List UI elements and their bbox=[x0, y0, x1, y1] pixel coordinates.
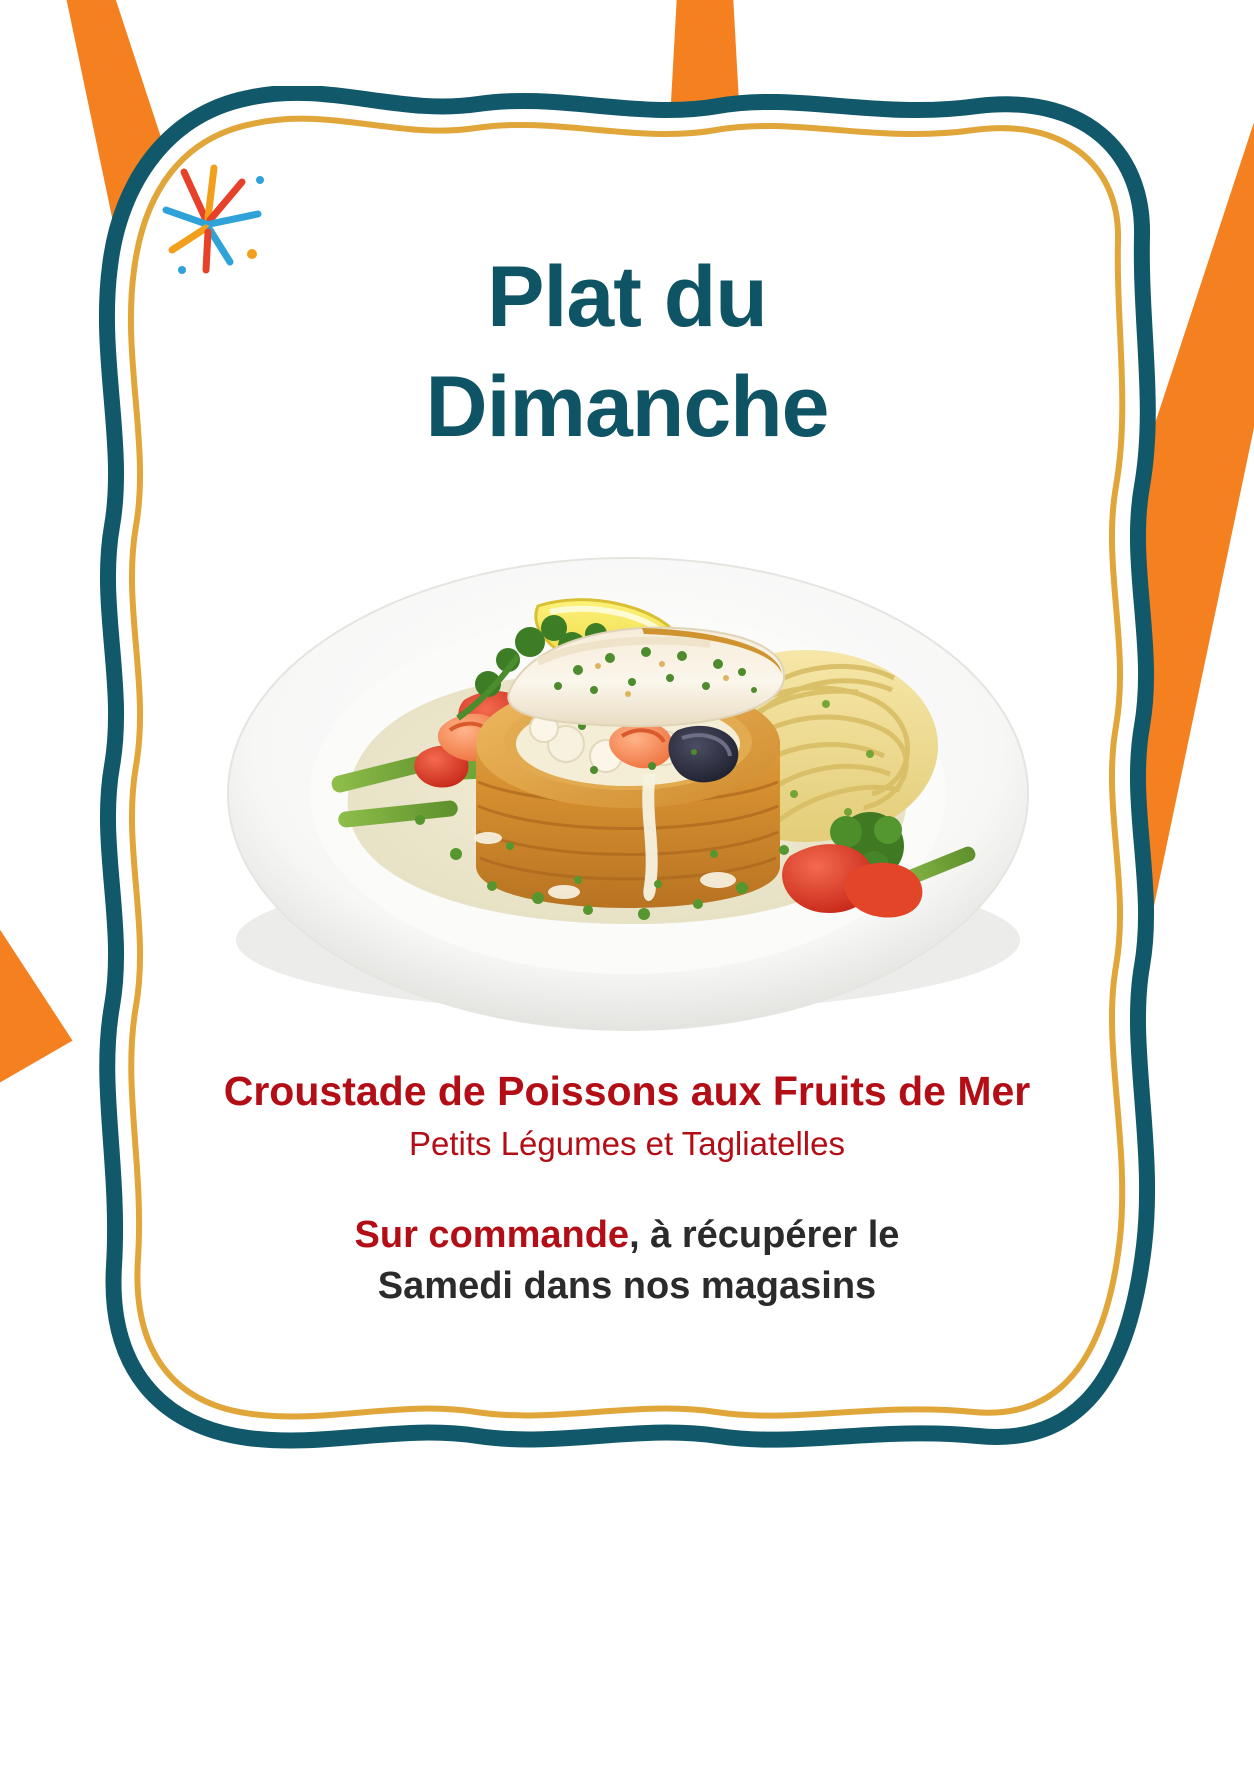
dish-subtitle: Petits Légumes et Tagliatelles bbox=[409, 1125, 845, 1163]
order-info bbox=[178, 1210, 1076, 1313]
title-line-1: Plat du bbox=[487, 249, 767, 345]
dish-name: Croustade de Poissons aux Fruits de Mer bbox=[223, 1068, 1031, 1115]
order-line-2: Samedi dans nos magasins bbox=[377, 1265, 877, 1308]
order-highlight: Sur commande bbox=[354, 1213, 630, 1256]
page-title bbox=[158, 138, 1096, 462]
order-line-1-rest: , à récupérer le bbox=[629, 1213, 900, 1256]
title-line-2: Dimanche bbox=[425, 359, 829, 456]
dish-photo bbox=[158, 494, 1096, 1040]
poster-frame bbox=[98, 86, 1156, 1454]
poster-content bbox=[158, 138, 1096, 1402]
dish-photo-illustration bbox=[158, 494, 1096, 1040]
